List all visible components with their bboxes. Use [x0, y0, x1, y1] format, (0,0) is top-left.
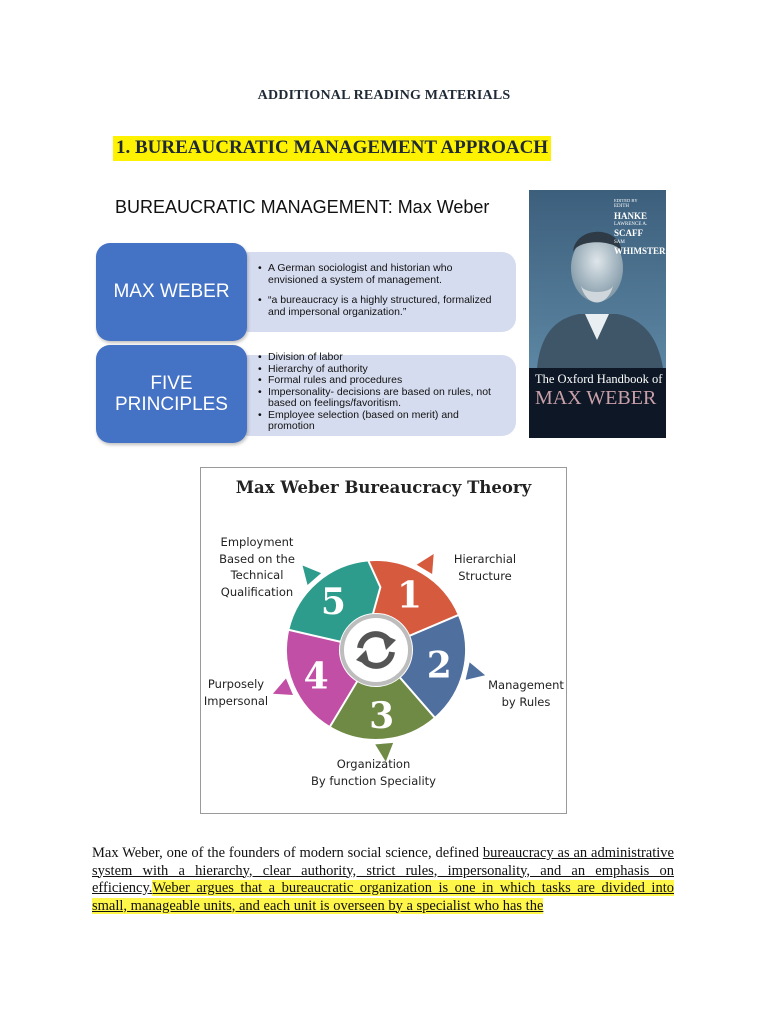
bullet-item: • Employee selection (based on merit) and promotion — [258, 410, 503, 433]
paragraph-highlighted-text: Weber argues that a bureaucratic organization is one in which tasks are divided into small, manageable units, and each unit is overseen by a specialist who has the — [92, 880, 674, 914]
wheel-number-3: 3 — [369, 694, 395, 737]
segment-label-1: Hierarchial Structure — [453, 552, 517, 583]
book-cover — [529, 190, 666, 438]
five-principles-box — [96, 345, 247, 443]
segment-label-2: Management by Rules — [488, 678, 564, 709]
wheel-number-4: 4 — [303, 655, 329, 698]
wheel-number-5: 5 — [320, 580, 346, 623]
slide-title: BUREAUCRATIC MANAGEMENT: Max Weber — [115, 197, 490, 217]
book-editor: SAM — [614, 240, 625, 245]
pointer-triangle-2 — [466, 662, 486, 680]
body-paragraph — [92, 845, 674, 915]
bullet-item: • “a bureaucracy is a highly structured, formalized and impersonal organization.” — [258, 294, 498, 318]
wheel-number-2: 2 — [426, 644, 452, 687]
book-editor: SCAFF — [614, 228, 643, 238]
book-editor: WHIMSTER — [614, 246, 666, 256]
five-principles-line2: PRINCIPLES — [115, 394, 228, 415]
book-editor: HANKE — [614, 211, 648, 221]
center-circle — [342, 616, 410, 684]
bullet-item: • Division of labor — [258, 352, 503, 364]
principles-bullets — [258, 352, 503, 433]
max-weber-box-label: MAX WEBER — [113, 281, 230, 302]
book-subtitle: The Oxford Handbook of — [535, 372, 663, 386]
theory-diagram — [200, 467, 567, 814]
bullet-item: • Impersonality- decisions are based on rules, not based on feelings/favoritism. — [258, 387, 503, 410]
segment-label-4: Purposely Impersonal — [203, 677, 269, 708]
paragraph-underlined-text: bureaucracy as an administrative system with a hierarchy, clear authority, strict rules, impersonality, and an emphasis on efficiency. — [92, 845, 674, 896]
book-editors-label: EDITED BY — [614, 198, 638, 203]
segment-label-5: Employment Based on the Technical Qualification — [219, 535, 295, 599]
bullet-item: • Formal rules and procedures — [258, 375, 503, 387]
book-title: MAX WEBER — [535, 387, 657, 409]
book-editor: EDITH — [614, 204, 629, 209]
document-heading: ADDITIONAL READING MATERIALS — [257, 88, 511, 103]
book-editor: LAWRENCE A. — [614, 222, 648, 227]
bullet-item: • Hierarchy of authority — [258, 364, 503, 376]
wheel-number-1: 1 — [396, 574, 423, 617]
bullet-item: • A German sociologist and historian who envisioned a system of management. — [258, 262, 498, 286]
paragraph-plain-text: Max Weber, one of the founders of modern social science, defined — [92, 845, 483, 861]
section-title: 1. BUREAUCRATIC MANAGEMENT APPROACH — [113, 136, 551, 161]
diagram-title: Max Weber Bureaucracy Theory — [235, 478, 532, 497]
max-weber-bullets — [258, 262, 498, 318]
pointer-triangle-4 — [273, 678, 293, 695]
segment-label-3: Organization By function Speciality — [311, 757, 436, 788]
max-weber-box — [96, 243, 247, 341]
five-principles-line1: FIVE — [150, 373, 193, 394]
